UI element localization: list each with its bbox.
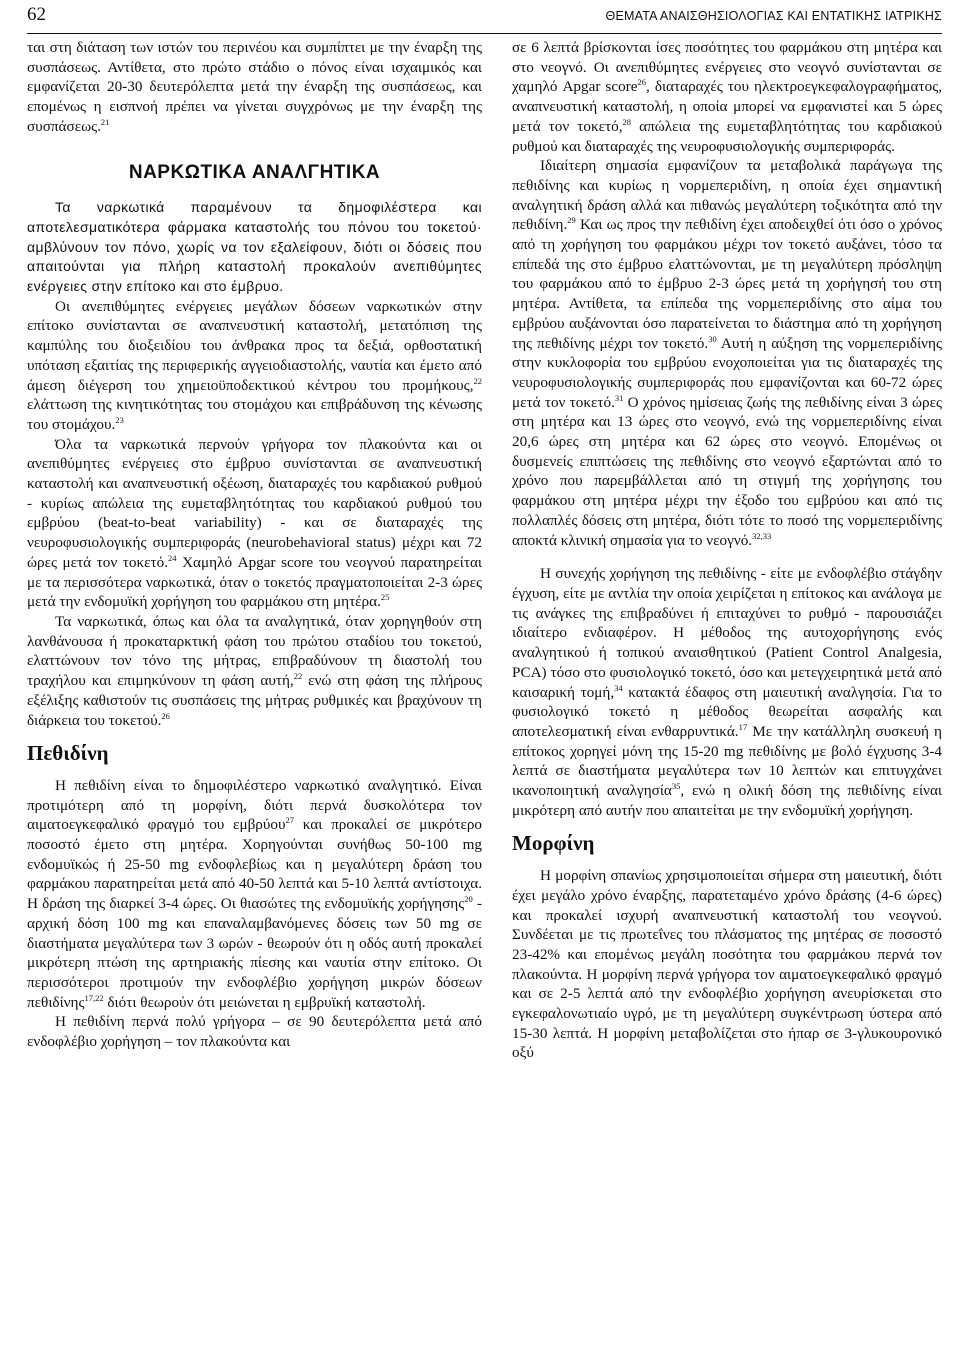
section-heading: ΝΑΡΚΩΤΙΚΑ ΑΝΑΛΓΗΤΙΚΑ	[128, 161, 381, 183]
paragraph-fetal-effects: Όλα τα ναρκωτικά περνούν γρήγορα τον πλακούντα και οι ανεπιθύμητες ενέργειες στο έμβρυο συνίστανται σε αναπνευστική καταστολή και αναπνευστική οξέωση, διαταραχές του καρδιακού ρυθμού - κυρίως απώλεια της ευμεταβλητότητας του καρδιακού ρυθμού του εμβρύου (beat-to-beat variability) - και σε διαταραχές της νευροφυσιολογικής συμπεριφοράς (neurobehavioral status) μέχρι και 72 ώρες μετά τον τοκετό.$^{24}$ Χαμηλό Apgar score του νεογνού παρατηρείται με τα περισσότερα ναρκωτικά, όταν ο τοκετός πραγματοποιείται 2-3 ώρες μετά την ενδομυϊκή χορήγηση του φαρμάκου στη μητέρα.$^{25}$	[27, 435, 482, 611]
paragraph-maternal-effects: Οι ανεπιθύμητες ενέργειες μεγάλων δόσεων ναρκωτικών στην επίτοκο συνίστανται σε αναπνευστική καταστολή, μετατόπιση της καμπύλης του διοξειδίου του άνθρακα προς τα δεξιά, ορθοστατική υπόταση εξαιτίας της περιφερικής αγγειοδιαστολής, ναυτία και έμετο από άμεση διέγερση του χημειοϋποδεκτικού κέντρου του προμήκους,$^{22}$ ελάττωση της κινητικότητας του στομάχου και επιβράδυνση της κένωσης του στομάχου.$^{23}$	[27, 297, 482, 433]
paragraph-labor-effects: Τα ναρκωτικά, όπως και όλα τα αναλγητικά, όταν χορηγηθούν στη λανθάνουσα ή προκαταρκτική φάση του πρώτου σταδίου του τοκετού, ελαττώνουν τον τόνο της μήτρας, επιβραδύνουν τη διαστολή του τραχήλου και επιμηκύνουν τη φάση αυτή,$^{22}$ ενώ στη φάση της πλήρους εξέλιξης καθιστούν τις συσπάσεις της μήτρας ρυθμικές και βραχύνουν τη διάρκεια του τοκετού.$^{26}$	[27, 612, 482, 729]
paragraph-pethidine-placenta: Η πεθιδίνη περνά πολύ γρήγορα – σε 90 δευτερόλεπτα μετά από ενδοφλέβιο χορήγηση – τον πλακούντα και	[27, 1013, 482, 1051]
intro-paragraph: ται στη διάταση των ιστών του περινέου και συμπίπτει με την έναρξη της συσπάσεως. Αντίθετα, στο πρώτο στάδιο ο πόνος είναι ισχαιμικός και εμφανίζεται 20-30 δευτερόλεπτα μετά την έναρξη της συσπάσεως, και επομένως η εισπνοή πρέπει να γίνεται συγχρόνως με την έναρξη της συσπάσεως.$^{21}$	[27, 39, 482, 135]
citation: 30	[708, 333, 717, 344]
subsection-heading-pethidine: Πεθιδίνη	[27, 741, 109, 766]
citation: 28	[622, 116, 632, 127]
subsection-heading-morphine: Μορφίνη	[512, 831, 595, 856]
citation: 23	[115, 414, 124, 425]
citation: 26	[161, 710, 170, 721]
page-number: 62	[27, 4, 46, 25]
citation: 26	[637, 77, 646, 88]
citation: 22	[293, 671, 303, 682]
citation: 29	[567, 215, 576, 226]
paragraph-narcotics-intro: Τα ναρκωτικά παραμένουν τα δημοφιλέστερα και αποτελεσματικότερα φάρμακα καταστολής του πόνου του τοκετού· αμβλύνουν τον πόνο, χωρίς να τον εξαλείφουν, διότι οι δόσεις που απαιτούνται για πλήρη καταστολή προκαλούν ανεπιθύμητες ενέργειες στην επίτοκο και στο έμβρυο.	[27, 199, 482, 295]
citation: 22	[473, 375, 482, 386]
paragraph-neonatal-effects: σε 6 λεπτά βρίσκονται ίσες ποσότητες του φαρμάκου στη μητέρα και στο νεογνό. Οι ανεπιθύμητες ενέργειες στο νεογνό συνίστανται σε χαμηλό Apgar score$^{26}$, διαταραχές του ηλεκτροεγκεφαλογραφήματος, αναπνευστική καταστολή, η οποία μπορεί να εμφανιστεί και 5 ώρες μετά τον τοκετό,$^{28}$ απώλεια της ευμεταβλητότητας του καρδιακού ρυθμού και διαταραχές της νευροφυσιολογικής συμπεριφοράς.	[512, 39, 943, 155]
paragraph-norpethidine: Ιδιαίτερη σημασία εμφανίζουν τα μεταβολικά παράγωγα της πεθιδίνης και κυρίως η νορμεπεριδίνη, η οποία έχει σημαντική αναλγητική δράση αλλά και πιθανώς μεγαλύτερη τοξικότητα από την πεθιδίνη.$^{29}$ Και ως προς την πεθιδίνη έχει αποδειχθεί ότι όσο ο χρόνος από τη χορήγηση του φαρμάκου μέχρι τον τοκετό αυξάνει, τόσο τα επίπεδά της στο έμβρυο ελαττώνονται, με τη μεγαλύτερη πρόσληψη του φαρμάκου από το έμβρυο 2-3 ώρες μετά τη χορήγησή του στη μητέρα. Αντίθετα, τα επίπεδα της νορμεπεριδίνης στο αίμα του εμβρύου αυξάνονται όσο παρατείνεται το διάστημα από τη χορήγηση της πεθιδίνης μέχρι τον τοκετό.$^{30}$ Αυτή η αύξηση της νορμεπεριδίνης στην κυκλοφορία του εμβρύου ενοχοποιείται για τις διαταραχές της νευροφυσιολογικής συμπεριφοράς που εμφανίζονται και 60-72 ώρες μετά τον τοκετό.$^{31}$ Ο χρόνος ημίσειας ζωής της πεθιδίνης είναι 3 ώρες στη μητέρα και 13 ώρες στο νεογνό, ενώ της νορμεπεριδίνης είναι 20,6 ώρες στη μητέρα και 62 ώρες στο νεογνό. Επομένως οι δυσμενείς επιπτώσεις της πεθιδίνης στο νεογνό εξαρτώνται από το χρόνο που παρεμβάλλεται από τη στιγμή της χορήγησης του φαρμάκου στη μητέρα μέχρι την έξοδο του εμβρύου και από τις πολλαπλές δόσεις στη μητέρα, διότι τότε το ποσό της νορμεπεριδίνης αποκτά κλινική σημασία για το νεογνό.$^{32,33}$	[512, 157, 943, 549]
citation: 31	[614, 392, 624, 403]
paragraph-morphine: Η μορφίνη σπανίως χρησιμοποιείται σήμερα στη μαιευτική, διότι έχει μεγάλο χρόνο έναρξης, παρατεταμένο χρόνο δράσης (4-6 ώρες) και προκαλεί ισχυρή αναπνευστική καταστολή του νεογνού. Συνδέεται με τις πρωτεΐνες του πλάσματος της μητέρας σε ποσοστό 23-42% και επομένως μεγάλη ποσότητα του φαρμάκου περνά τον πλακούντα. Η μορφίνη περνά γρήγορα τον αιματοεγκεφαλικό φραγμό και σε 2-5 λεπτά από την ενδοφλέβιο χορήγηση ανευρίσκεται στο εγκεφαλονωτιαίο υγρό, με τη μεγαλύτερη συγκέντρωση ύστερα από 15-30 λεπτά. Η μορφίνη μεταβολίζεται στο ήπαρ σε 3-γλυκουρονικό οξύ	[512, 867, 942, 1062]
citation: 35	[671, 781, 681, 792]
citation: 32,33	[752, 530, 772, 541]
page-header	[27, 0, 942, 34]
citation: 34	[614, 682, 623, 693]
citation: 27	[285, 815, 295, 826]
citation: 25	[380, 592, 390, 603]
citation: 17,22	[84, 992, 104, 1003]
citation: 17	[738, 721, 748, 732]
left-column	[27, 38, 482, 1052]
citation: 24	[168, 552, 177, 563]
citation: 21	[100, 116, 110, 127]
running-title: ΘΕΜΑΤΑ ΑΝΑΙΣΘΗΣΙΟΛΟΓΙΑΣ ΚΑΙ ΕΝΤΑΤΙΚΗΣ ΙΑΤΡΙΚΗΣ	[605, 9, 942, 23]
paragraph-pethidine: Η πεθιδίνη είναι το δημοφιλέστερο ναρκωτικό αναλγητικό. Είναι προτιμότερη από τη μορφίνη, διότι περνά δυσκολότερα τον αιματοεγκεφαλικό φραγμό του εμβρύου$^{27}$ και προκαλεί σε μικρότερο ποσοστό έμετο στη μητέρα. Χορηγούνται συνήθως 50-100 mg ενδομυϊκώς ή 25-50 mg ενδοφλεβίως και η μεγαλύτερη δράση του φαρμάκου παρατηρείται μετά από 40-50 λεπτά και 5-10 λεπτά αντίστοιχα. Η δράση της διαρκεί 3-4 ώρες. Οι θιασώτες της ενδομυϊκής χορήγησης$^{20}$ - αρχική δόση 100 mg και επαναλαμβανόμενες δόσεις των 50 mg σε διαστήματα μεγαλύτερα των 3 ωρών - θεωρούν ότι η οδός αυτή προκαλεί μικρότερη πτώση της αρτηριακής πίεσης και ναυτία στην επίτοκο. Οι περισσότεροι προτιμούν την ενδοφλέβιο χορήγηση μικρών δόσεων πεθιδίνης$^{17,22}$ διότι θεωρούν ότι μειώνεται η εμβρυϊκή καταστολή.	[27, 776, 482, 1011]
paragraph-pca: Η συνεχής χορήγηση της πεθιδίνης - είτε με ενδοφλέβιο στάγδην έγχυση, είτε με αντλία την οποία χειρίζεται η επίτοκος και ανάλογα με τις ανάγκες της επιβραδύνει ή επιταχύνει το ρυθμό - παρουσιάζει ιδιαίτερο ενδιαφέρον. Η μέθοδος της αυτοχορήγησης ενός αναλγητικού ή τοπικού αναισθητικού (Patient Control Analgesia, PCA) τόσο στο φυσιολογικό τοκετό, όσο και μετεγχειρητικά μετά από καισαρική τομή,$^{34}$ κατακτά έδαφος στη μαιευτική αναλγησία. Για το φυσιολογικό τοκετό η μέθοδος θεωρείται ασφαλής και αποτελεσματική είναι ενθαρρυντικά.$^{17}$ Με την κατάλληλη συσκευή η επίτοκος χορηγεί μόνη της 15-20 mg πεθιδίνης με βολό έγχυσης 3-4 λεπτά σε διαστήματα μεγαλύτερα των 10 λεπτών και επιτυγχάνει ικανοποιητική αναλγησία$^{35}$, ενώ η ολική δόση της πεθιδίνης είναι μικρότερη από αυτήν που απαιτείται με την ενδομυϊκή χορήγηση.	[512, 565, 943, 819]
right-column	[512, 38, 942, 1063]
citation: 20	[464, 894, 473, 905]
